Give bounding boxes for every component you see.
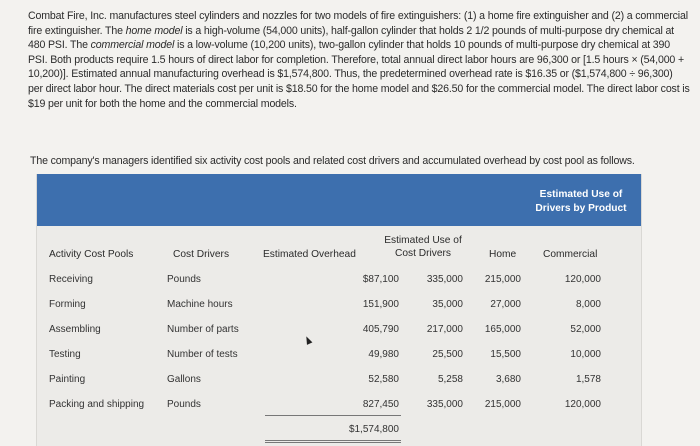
- cell-commercial: 10,000: [570, 349, 601, 360]
- cell-commercial: 120,000: [564, 399, 601, 410]
- overhead-total: $1,574,800: [348, 424, 399, 435]
- cell-overhead: 52,580: [368, 374, 399, 385]
- cell-pool: Receiving: [49, 274, 93, 285]
- cell-pool: Packing and shipping: [49, 399, 145, 410]
- total-rule-bottom-2: [265, 442, 401, 443]
- home-model-term: home model: [125, 24, 183, 37]
- cell-pool: Forming: [49, 299, 86, 310]
- cell-use: 217,000: [426, 324, 463, 335]
- cell-driver: Pounds: [167, 274, 201, 285]
- commercial-model-term: commercial model: [90, 39, 175, 52]
- header-home: Home: [489, 249, 517, 260]
- cell-commercial: 120,000: [564, 274, 601, 285]
- cell-driver: Number of parts: [167, 324, 239, 335]
- total-rule-top: [265, 415, 401, 416]
- cell-home: 27,000: [490, 299, 521, 310]
- cell-driver: Gallons: [167, 374, 201, 385]
- header-activity-pools: Activity Cost Pools: [49, 249, 134, 260]
- cell-overhead: 827,450: [362, 399, 399, 410]
- problem-paragraph: [28, 9, 690, 111]
- cell-home: 3,680: [495, 374, 521, 385]
- cell-home: 215,000: [484, 399, 521, 410]
- cell-home: 165,000: [484, 324, 521, 335]
- cell-overhead: $87,100: [362, 274, 399, 285]
- paragraph-text-3: is a low-volume (10,200 units), two-gallon cylinder that holds 10 pounds of multi-purpose dry chemical at 390 PSI. Both products require 1.5 hours of direct labor for completion. Therefore, total annual direct labor hours are 96,300 or [1.5 hours × (54,000 + 10,200)]. Estimated annual manufacturing overhead is $1,574,800. Thus, the predetermined overhead rate is $16.35 or ($1,574,800 ÷ 96,300) per direct labor hour. The direct materials cost per unit is $18.50 for the home model and $26.50 for the commercial model. The direct labor cost is $19 per unit for both the home and the commercial models.: [28, 39, 690, 110]
- cell-use: 25,500: [432, 349, 463, 360]
- cell-commercial: 1,578: [575, 374, 601, 385]
- cell-use: 335,000: [426, 274, 463, 285]
- cell-use: 5,258: [437, 374, 463, 385]
- paragraph-text-2: is a high-volume (54,000 units), half-gallon cylinder that holds 2 1/2 pounds of multi-purpose dry chemical at 480 PSI. The: [28, 24, 674, 52]
- cell-commercial: 8,000: [575, 299, 601, 310]
- cell-driver: Number of tests: [167, 349, 238, 360]
- cell-commercial: 52,000: [570, 324, 601, 335]
- table-intro: The company's managers identified six activity cost pools and related cost drivers and accumulated overhead by cost pool as follows.: [30, 155, 635, 167]
- cell-overhead: 405,790: [362, 324, 399, 335]
- activity-cost-table: [36, 174, 642, 446]
- cell-home: 15,500: [490, 349, 521, 360]
- paragraph-text-1: Combat Fire, Inc. manufactures steel cylinders and nozzles for two models of fire extinguishers: (1) a home fire extinguisher and (2) a commercial fire extinguisher. The: [28, 10, 688, 37]
- header-estimated-overhead: Estimated Overhead: [263, 249, 356, 260]
- cell-pool: Painting: [49, 374, 86, 385]
- cell-overhead: 151,900: [362, 299, 399, 310]
- cell-driver: Pounds: [167, 399, 201, 410]
- cell-use: 35,000: [432, 299, 463, 310]
- header-estimated-use: Estimated Use of Cost Drivers: [384, 235, 462, 259]
- cell-pool: Testing: [49, 349, 81, 360]
- header-commercial: Commercial: [543, 249, 598, 260]
- total-rule-bottom-1: [265, 440, 401, 441]
- cell-pool: Assembling: [49, 324, 101, 335]
- cell-home: 215,000: [484, 274, 521, 285]
- cell-overhead: 49,980: [368, 349, 399, 360]
- header-cost-drivers: Cost Drivers: [173, 249, 230, 260]
- cell-use: 335,000: [426, 399, 463, 410]
- band-title: Estimated Use of Drivers by Product: [535, 189, 627, 214]
- cell-driver: Machine hours: [167, 299, 233, 310]
